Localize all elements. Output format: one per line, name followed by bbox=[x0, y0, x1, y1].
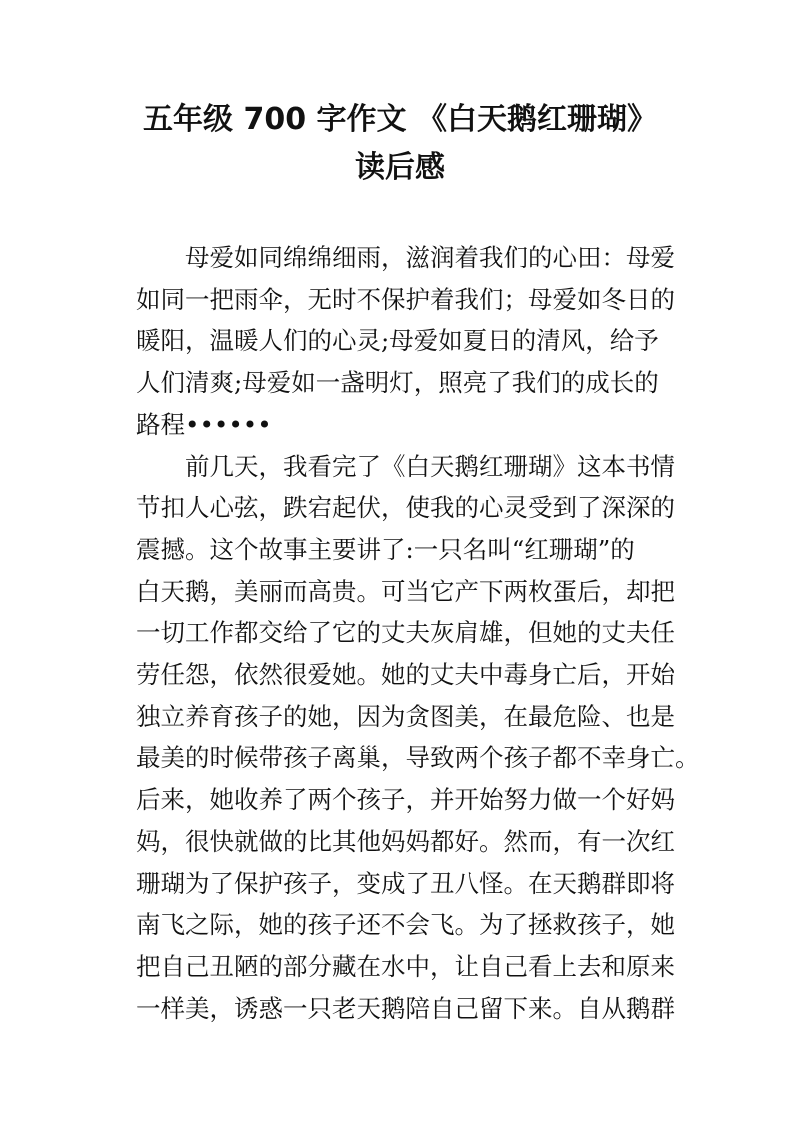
text-line: 珊瑚为了保护孩子，变成了丑八怪。在天鹅群即将 bbox=[136, 868, 675, 898]
document-title bbox=[0, 96, 800, 192]
text-line: 人们清爽;母爱如一盏明灯，照亮了我们的成长的 bbox=[136, 368, 659, 398]
text-line: 一样美，诱惑一只老天鹅陪自己留下来。自从鹅群 bbox=[136, 993, 675, 1023]
text-line: 把自己丑陋的部分藏在水中，让自己看上去和原来 bbox=[136, 951, 675, 981]
text-line: 如同一把雨伞，无时不保护着我们；母爱如冬日的 bbox=[136, 284, 675, 314]
text-line: 南飞之际，她的孩子还不会飞。为了拯救孩子，她 bbox=[136, 910, 675, 940]
title-line-2: 读后感 bbox=[355, 150, 445, 185]
text-line: 一切工作都交给了它的丈夫灰肩雄，但她的丈夫任 bbox=[136, 618, 675, 648]
text-line: 路程•••••• bbox=[136, 409, 272, 439]
paragraph-1 bbox=[136, 237, 676, 446]
document-body bbox=[136, 237, 700, 1029]
text-line: 劳任怨，依然很爱她。她的丈夫中毒身亡后，开始 bbox=[136, 660, 675, 690]
text-line: 妈，很快就做的比其他妈妈都好。然而，有一次红 bbox=[136, 826, 675, 856]
text-line: 前几天，我看完了《白天鹅红珊瑚》这本书情 bbox=[185, 451, 675, 481]
text-line: 最美的时候带孩子离巢，导致两个孩子都不幸身亡。 bbox=[136, 743, 700, 773]
text-line: 震撼。这个故事主要讲了:一只名叫“红珊瑚”的 bbox=[136, 534, 635, 564]
title-line-1: 五年级 700 字作文 《白天鹅红珊瑚》 bbox=[143, 102, 657, 137]
text-line: 暖阳，温暖人们的心灵;母爱如夏日的清风，给予 bbox=[136, 326, 659, 356]
text-line: 后来，她收养了两个孩子，并开始努力做一个好妈 bbox=[136, 785, 675, 815]
text-line: 节扣人心弦，跌宕起伏，使我的心灵受到了深深的 bbox=[136, 493, 675, 523]
paragraph-2 bbox=[136, 446, 700, 1030]
text-line: 母爱如同绵绵细雨，滋润着我们的心田：母爱 bbox=[185, 243, 675, 272]
text-line: 独立养育孩子的她，因为贪图美，在最危险、也是 bbox=[136, 701, 675, 731]
text-line: 白天鹅，美丽而高贵。可当它产下两枚蛋后，却把 bbox=[136, 576, 675, 606]
